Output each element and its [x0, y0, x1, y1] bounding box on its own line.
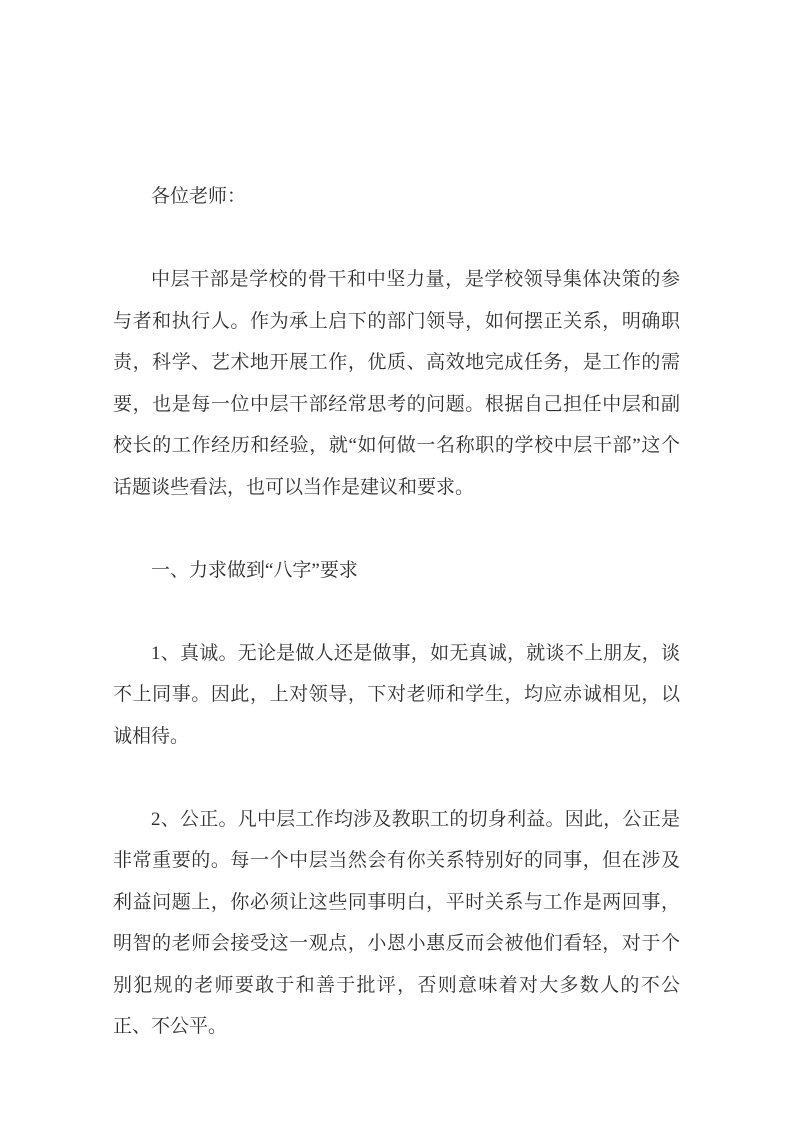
item-paragraph-2: 2、公正。凡中层工作均涉及教职工的切身利益。因此，公正是非常重要的。每一个中层当然会有你关系特别好的同事，但在涉及利益问题上，你必须让这些同事明白，平时关系与工作是两回事，明智的老师会接受这一观点，小恩小惠反而会被他们看轻，对于个别犯规的老师要敢于和善于批评，否则意味着对大多数人的不公正、不公平。: [113, 808, 680, 1037]
salutation: 各位老师：: [151, 186, 247, 207]
item-paragraph-1: 1、真诚。无论是做人还是做事，如无真诚，就谈不上朋友，谈不上同事。因此，上对领导，下对老师和学生，均应赤诚相见，以诚相待。: [113, 642, 680, 747]
intro-paragraph: 中层干部是学校的骨干和中坚力量，是学校领导集体决策的参与者和执行人。作为承上启下的部门领导，如何摆正关系，明确职责，科学、艺术地开展工作，优质、高效地完成任务，是工作的需要，也是每一位中层干部经常思考的问题。根据自己担任中层和副校长的工作经历和经验，就“如何做一名称职的学校中层干部”这个话题谈些看法，也可以当作是建议和要求。: [113, 269, 680, 498]
section-heading: 一、力求做到“八字”要求: [151, 559, 358, 581]
